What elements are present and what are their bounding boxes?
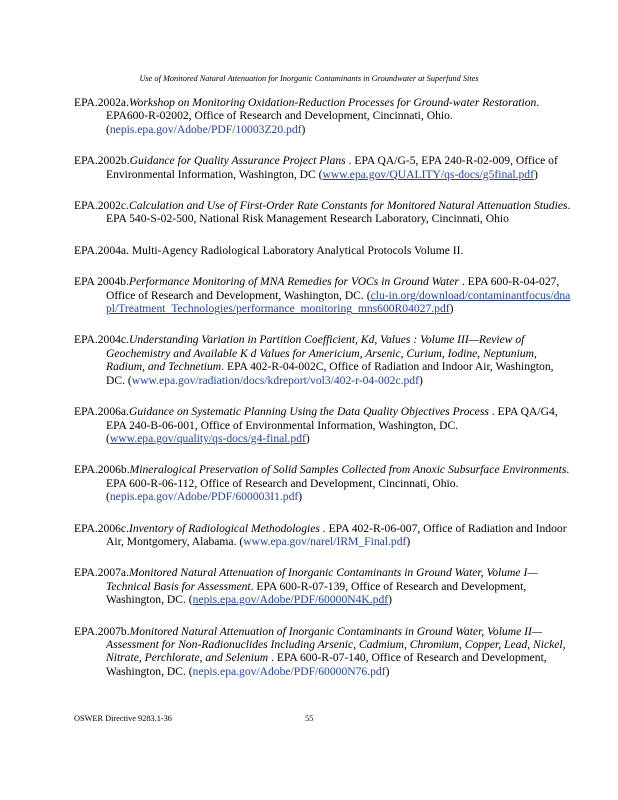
reference-entry bbox=[74, 96, 574, 136]
reference-id: EPA.2006b. bbox=[74, 463, 130, 477]
reference-tail: ) bbox=[449, 302, 454, 316]
reference-link[interactable]: clu-in.org/download/contaminantfocus/dnapl/Treatment_Technologies/performance_monitoring_mns600R04027.pdf bbox=[106, 288, 571, 316]
reference-link[interactable]: nepis.epa.gov/Adobe/PDF/60000N76.pdf bbox=[192, 664, 386, 678]
reference-details: . EPA QA/G-5, EPA 240-R-02-009, Office of Environmental Information, Washington, DC ( bbox=[106, 154, 558, 181]
reference-tail: ) bbox=[305, 431, 310, 445]
reference-id: EPA.2002b. bbox=[74, 154, 130, 168]
reference-title: Mineralogical Preservation of Solid Samples Collected from Anoxic Subsurface Environments bbox=[129, 463, 567, 477]
reference-entry bbox=[74, 154, 574, 181]
reference-link[interactable]: www.epa.gov/quality/qs-docs/g4-final.pdf bbox=[109, 431, 306, 445]
reference-title: Monitored Natural Attenuation of Inorganic Contaminants in Ground Water, Volume I—Technical Basis for Assessment bbox=[106, 566, 538, 593]
reference-tail: ) bbox=[533, 167, 538, 181]
reference-tail: ) bbox=[406, 534, 411, 548]
reference-entry bbox=[74, 244, 574, 257]
reference-id: EPA.2007a. bbox=[74, 566, 129, 580]
reference-id: EPA.2007b. bbox=[74, 624, 130, 638]
reference-title: Understanding Variation in Partition Coefficient, Kd, Values : Volume III—Review of Geochemistry and Available K d Values for Americium, Arsenic, Curium, Iodine, Neptunium, Radium, and Technetium bbox=[106, 333, 537, 374]
reference-id: EPA.2006a. bbox=[74, 405, 129, 419]
reference-tail: ) bbox=[388, 593, 393, 607]
reference-tail: ) bbox=[301, 122, 306, 136]
reference-id: EPA.2006c. bbox=[74, 521, 129, 535]
reference-id: EPA.2002c. bbox=[74, 199, 129, 213]
reference-details: . EPA 402-R-06-007, Office of Radiation and Indoor Air, Montgomery, Alabama. ( bbox=[106, 521, 567, 548]
reference-tail: ) bbox=[385, 664, 390, 678]
reference-entry bbox=[74, 199, 574, 226]
reference-id: EPA 2004b. bbox=[74, 275, 129, 289]
reference-entry bbox=[74, 333, 574, 387]
reference-entry bbox=[74, 522, 574, 549]
reference-details: . EPA 540-S-02-500, National Risk Management Research Laboratory, Cincinnati, Ohio bbox=[106, 199, 571, 226]
reference-tail: ) bbox=[298, 490, 303, 504]
reference-details: . EPA QA/G4, EPA 240-B-06-001, Office of Environmental Information, Washington, DC. ( bbox=[106, 405, 558, 445]
reference-link[interactable]: nepis.epa.gov/Adobe/PDF/600003I1.pdf bbox=[109, 490, 299, 504]
reference-details: . EPA600-R-02002, Office of Research and Development, Cincinnati, Ohio. ( bbox=[106, 96, 540, 136]
reference-title: Workshop on Monitoring Oxidation-Reduction Processes for Ground-water Restoration bbox=[128, 96, 537, 109]
reference-entry bbox=[74, 275, 574, 315]
footer-directive: OSWER Directive 9283.1-36 bbox=[74, 714, 172, 723]
reference-details: . EPA 600-R-07-139, Office of Research and Development, Washington, DC. ( bbox=[106, 579, 527, 607]
reference-id: EPA.2004c. bbox=[74, 333, 129, 347]
reference-list bbox=[74, 96, 574, 696]
reference-link[interactable]: www.epa.gov/radiation/docs/kdreport/vol3/402-r-04-002c.pdf bbox=[131, 373, 419, 387]
reference-entry bbox=[74, 566, 574, 606]
reference-details: . EPA 402-R-04-002C, Office of Radiation and Indoor Air, Washington, DC. ( bbox=[106, 360, 554, 387]
page-number: 55 bbox=[305, 714, 314, 723]
reference-link[interactable]: nepis.epa.gov/Adobe/PDF/60000N4K.pdf bbox=[192, 593, 389, 607]
reference-title: Monitored Natural Attenuation of Inorganic Contaminants in Ground Water, Volume II—Assessment for Non-Radionuclides Including Arsenic, Cadmium, Chromium, Copper, Lead, Nickel, Nitrate, Perchlorate, and Selenium bbox=[106, 624, 566, 665]
reference-details: . EPA 600-R-07-140, Office of Research and Development, Washington, DC. ( bbox=[106, 651, 547, 678]
reference-title: Guidance for Quality Assurance Project Plans bbox=[129, 154, 346, 168]
reference-title: Performance Monitoring of MNA Remedies for VOCs in Ground Water bbox=[128, 275, 459, 289]
reference-id: EPA.2004a. bbox=[74, 243, 129, 257]
reference-title: Inventory of Radiological Methodologies bbox=[128, 521, 320, 535]
reference-details: . EPA 600-R-06-112, Office of Research and Development, Cincinnati, Ohio. ( bbox=[106, 463, 570, 504]
reference-details: Multi-Agency Radiological Laboratory Analytical Protocols Volume II. bbox=[128, 243, 464, 257]
reference-title: Guidance on Systematic Planning Using the Data Quality Objectives Process bbox=[128, 405, 489, 419]
reference-link[interactable]: www.epa.gov/QUALITY/qs-docs/g5final.pdf bbox=[322, 167, 534, 181]
reference-title: Calculation and Use of First-Order Rate Constants for Monitored Natural Attenuation Studies bbox=[128, 199, 568, 213]
reference-entry bbox=[74, 625, 574, 679]
reference-link[interactable]: www.epa.gov/narel/IRM_Final.pdf bbox=[243, 534, 407, 548]
reference-details: . EPA 600-R-04-027, Office of Research and Development, Washington, DC. ( bbox=[106, 275, 560, 302]
reference-id: EPA.2002a. bbox=[74, 96, 129, 109]
reference-link[interactable]: nepis.epa.gov/Adobe/PDF/10003Z20.pdf bbox=[109, 122, 302, 136]
reference-tail: ) bbox=[418, 373, 423, 387]
running-header: Use of Monitored Natural Attenuation for Inorganic Contaminants in Groundwater at Superfund Sites bbox=[139, 74, 479, 83]
reference-entry bbox=[74, 463, 574, 503]
reference-entry bbox=[74, 405, 574, 445]
